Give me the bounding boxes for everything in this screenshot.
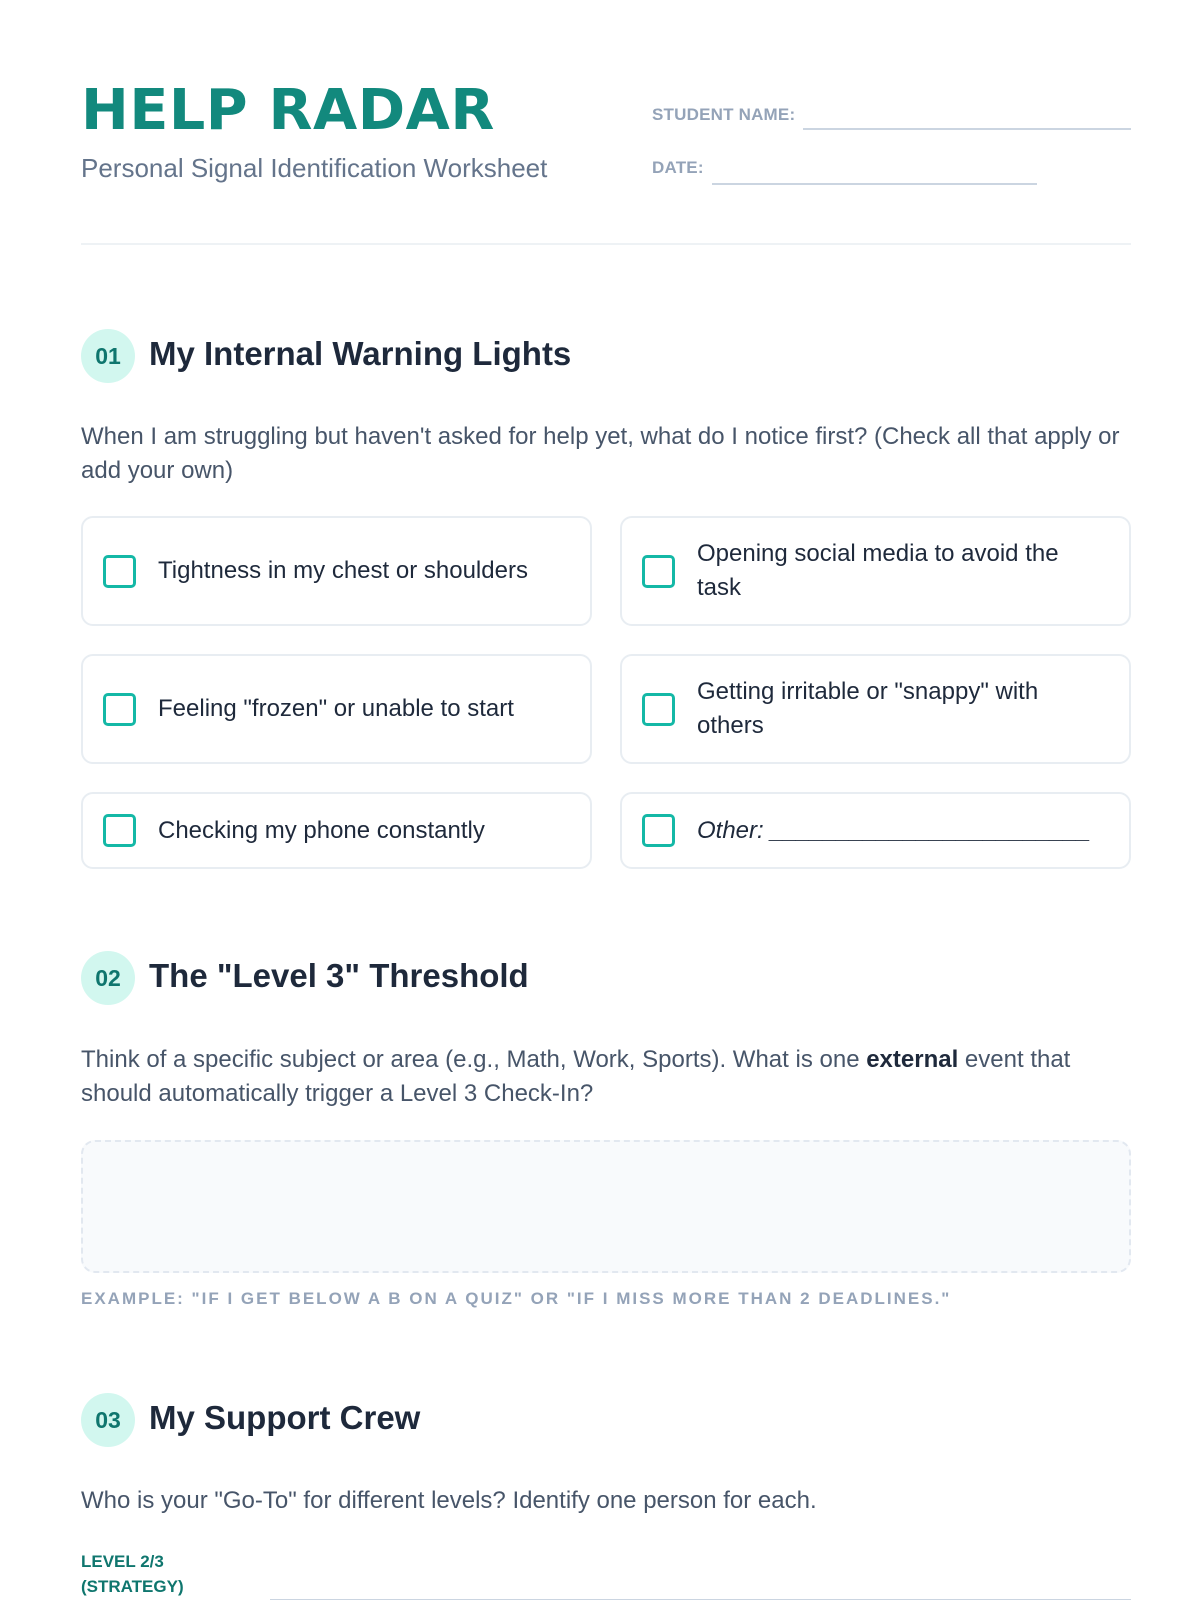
threshold-answer-field[interactable] <box>81 1140 1131 1273</box>
section-number-badge: 01 <box>81 329 135 383</box>
option-label: Tightness in my chest or shoulders <box>158 557 528 584</box>
checkbox[interactable] <box>642 693 675 726</box>
worksheet-header <box>81 80 1131 245</box>
support-level-label <box>81 1549 184 1599</box>
option-label: Opening social media to avoid the task <box>697 540 1059 601</box>
checkbox[interactable] <box>103 814 136 847</box>
level-label-line: LEVEL 2/3 <box>81 1552 164 1571</box>
checkbox[interactable] <box>103 555 136 588</box>
option-label: Getting irritable or "snappy" with others <box>697 678 1039 739</box>
prompt-text: Think of a specific subject or area (e.g., Math, Work, Sports). What is one <box>81 1046 867 1073</box>
date-label: DATE: <box>652 158 704 177</box>
checkbox[interactable] <box>103 693 136 726</box>
section-01-heading <box>81 329 1131 383</box>
checkbox[interactable] <box>642 814 675 847</box>
section-03-prompt: Who is your "Go-To" for different levels? Identify one person for each. <box>81 1487 817 1514</box>
threshold-example-hint: EXAMPLE: "IF I GET BELOW A B ON A QUIZ" OR "IF I MISS MORE THAN 2 DEADLINES." <box>81 1289 952 1308</box>
prompt-emphasis: external <box>866 1046 959 1073</box>
warning-option-social-media[interactable] <box>620 516 1131 626</box>
worksheet-title: HELP RADAR <box>81 78 495 143</box>
worksheet-subtitle: Personal Signal Identification Worksheet <box>81 153 548 183</box>
warning-option-phone[interactable] <box>81 792 592 869</box>
level-label-line: (STRATEGY) <box>81 1577 184 1596</box>
section-title: The "Level 3" Threshold <box>149 957 529 994</box>
warning-option-other[interactable] <box>620 792 1131 869</box>
student-name-label: STUDENT NAME: <box>652 105 796 124</box>
section-03-heading <box>81 1393 1131 1447</box>
date-field[interactable] <box>712 183 1037 185</box>
warning-option-frozen[interactable] <box>81 654 592 764</box>
section-title: My Support Crew <box>149 1399 421 1436</box>
section-02-heading <box>81 951 1131 1005</box>
section-01-prompt: When I am struggling but haven't asked for help yet, what do I notice first? (Check all that apply or add your own) <box>81 423 1120 484</box>
section-02-prompt <box>81 1043 1131 1111</box>
prompt-text: event that should automatically trigger a Level 3 Check-In? <box>81 1046 1071 1107</box>
other-option-input[interactable]: Other: ________________________ <box>697 816 1091 844</box>
section-title: My Internal Warning Lights <box>149 335 572 372</box>
option-label: Checking my phone constantly <box>158 816 485 844</box>
warning-option-chest[interactable] <box>81 516 592 626</box>
warning-option-irritable[interactable] <box>620 654 1131 764</box>
student-name-field[interactable] <box>803 128 1131 130</box>
section-number-badge: 03 <box>81 1393 135 1447</box>
checkbox[interactable] <box>642 555 675 588</box>
option-label: Feeling "frozen" or unable to start <box>158 695 514 722</box>
section-number-badge: 02 <box>81 951 135 1005</box>
